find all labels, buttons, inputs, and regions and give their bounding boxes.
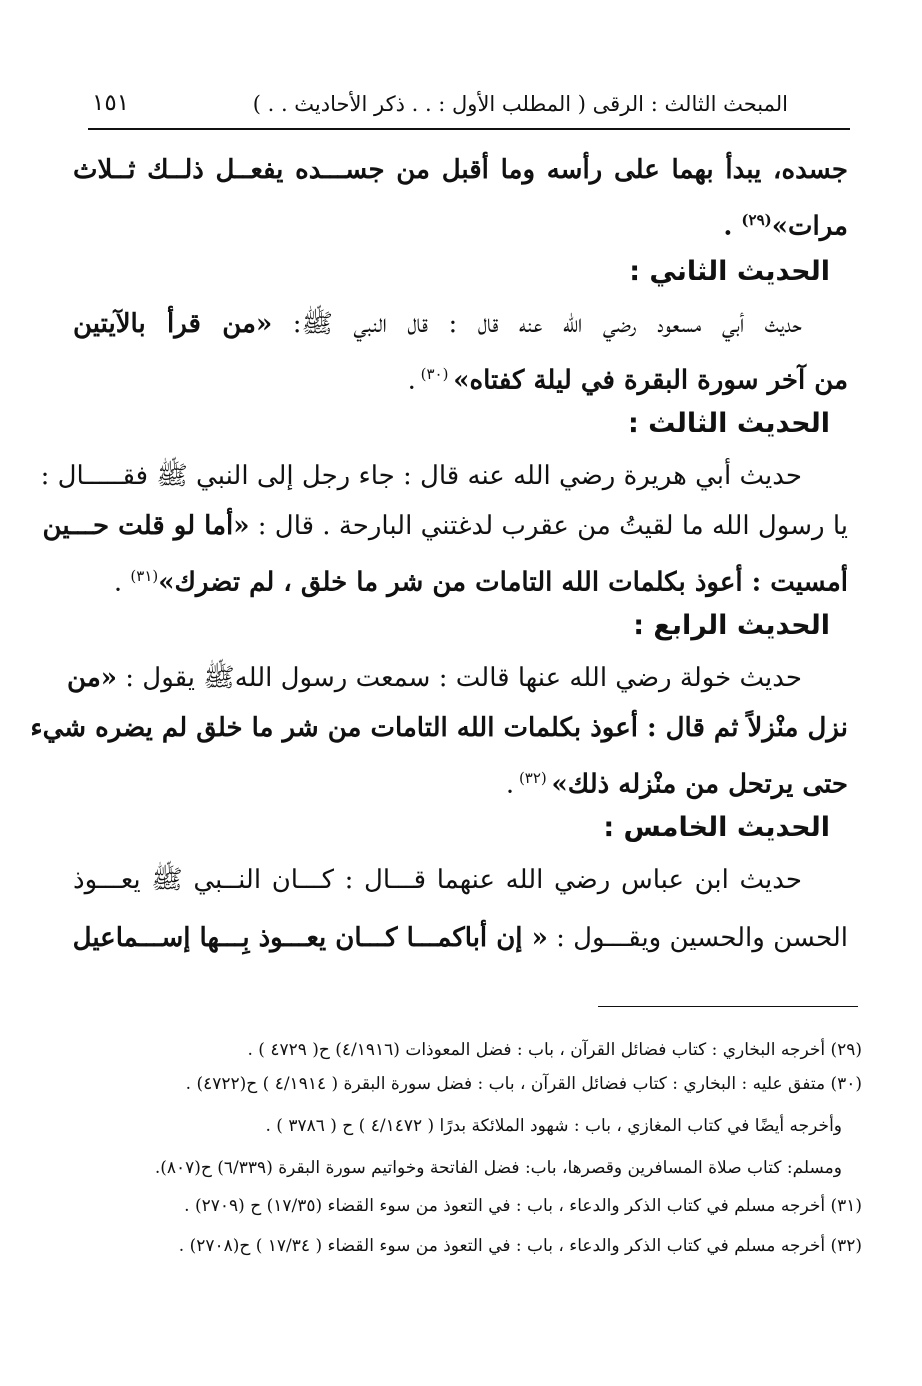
header-title: المبحث الثالث : الرقى ( المطلب الأول : . . ذكر الأحاديث . . ) [252, 92, 788, 116]
hadith-text: حتى يرتحل من منْزله ذلك» [551, 769, 848, 800]
footnote: (٣٢) أخرجه مسلم في كتاب الذكر والدعاء ، باب : في التعوذ من سوء القضاء ( ١٧/٣٤ ) ح(٢٧٠٨) . [178, 1236, 862, 1256]
hadith-text: «من [67, 663, 118, 693]
narration: يا رسول الله ما لقيتُ من عقرب لدغتني البارحة . قال : [249, 511, 848, 541]
body-line [506, 758, 848, 805]
punctuation: . [407, 365, 416, 396]
punctuation: . [505, 769, 515, 800]
footnote-ref: (٣١) [130, 567, 159, 585]
body-line [73, 860, 848, 900]
hadith-text: « إن أباكمـــا كـــان يعـــوذ بِـــها إســـماعيل [72, 923, 548, 953]
quote-text: مرات» [771, 211, 848, 242]
narration: الحسن والحسين ويقـــول : [547, 923, 848, 953]
section-heading: الحديث الثاني : [629, 256, 830, 287]
narration: حديث أبي هريرة رضي الله عنه قال : جاء رجل إلى النبي ﷺ فقـــــال : [40, 461, 802, 491]
footnote: وأخرجه أيضًا في كتاب المغازي ، باب : شهود الملائكة بدرًا ( ٤/١٤٧٢ ) ح ( ٣٧٨٦ ) . [265, 1116, 842, 1136]
footnote: (٢٩) أخرجه البخاري : كتاب فضائل القرآن ، باب : فضل المعوذات (٤/١٩١٦) ح( ٤٧٢٩ ) . [247, 1040, 862, 1060]
hadith-text: «من قرأ بالآيتين [73, 309, 273, 339]
footnote: ومسلم: كتاب صلاة المسافرين وقصرها، باب: فضل الفاتحة وخواتيم سورة البقرة (٦/٣٣٩) ح(٨٠٧). [154, 1158, 842, 1178]
hadith-text: من آخر سورة البقرة في ليلة كفتاه» [453, 365, 848, 396]
body-line [42, 506, 848, 546]
section-heading: الحديث الخامس : [603, 812, 830, 843]
footnote-ref: (٣٠) [415, 365, 454, 383]
body-line: نزل منْزلاً ثم قال : أعوذ بكلمات الله التامات من شر ما خلق لم يضره شيء [30, 713, 848, 743]
body-line [114, 556, 848, 603]
footnote-ref: (٢٩) [741, 211, 772, 229]
page-number: ١٥١ [92, 90, 130, 116]
header-rule [88, 128, 850, 130]
narration: حديث ابن عباس رضي الله عنهما قـــال : كـــان النــبي ﷺ يعـــوذ [73, 865, 802, 895]
body-line [40, 456, 848, 496]
body-line [73, 304, 848, 344]
punctuation: . [113, 567, 131, 598]
body-line [723, 200, 848, 247]
section-heading: الحديث الثالث : [627, 408, 830, 439]
punctuation: . [723, 211, 742, 242]
running-header [88, 88, 848, 124]
body-line: جسده، يبدأ بهما على رأسه وما أقبل من جســـده يفعــل ذلــك ثــلاث [73, 155, 848, 185]
hadith-text: «أما لو قلت حـــين [42, 511, 250, 541]
footnote-ref: (٣٢) [514, 769, 552, 787]
footnote-separator [598, 1006, 858, 1007]
footnote: (٣١) أخرجه مسلم في كتاب الذكر والدعاء ، باب : في التعوذ من سوء القضاء (١٧/٣٥) ح (٢٧٠٩) . [184, 1196, 862, 1216]
narration: حديث خولة رضي الله عنها قالت : سمعت رسول اللهﷺ يقول : [117, 663, 802, 693]
footnote: (٣٠) متفق عليه : البخاري : كتاب فضائل القرآن ، باب : فضل سورة البقرة ( ٤/١٩١٤ ) ح(٤٧٢٢) . [185, 1074, 862, 1094]
body-line [67, 658, 848, 698]
body-line [408, 354, 848, 401]
narration: حديث أبي مسعود رضي الله عنه قال : قال النبي ﷺ: [272, 309, 802, 339]
hadith-text: أمسيت : أعوذ بكلمات الله التامات من شر ما خلق ، لم تضرك» [158, 567, 848, 598]
section-heading: الحديث الرابع : [633, 610, 830, 641]
body-line [73, 918, 848, 958]
